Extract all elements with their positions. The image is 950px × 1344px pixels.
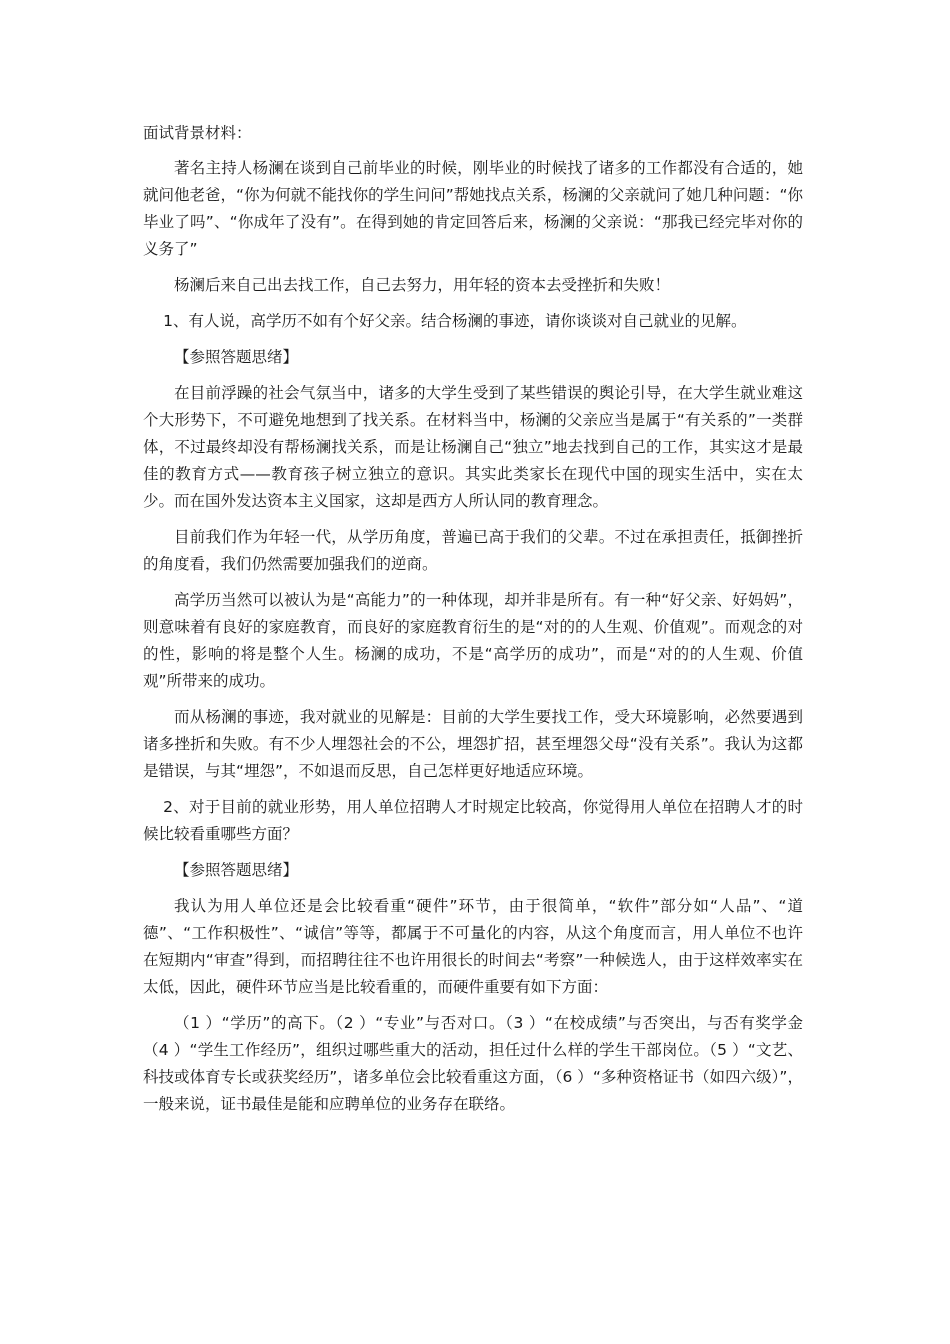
answer-paragraph: 而从杨澜的事迹，我对就业的见解是：目前的大学生要找工作，受大环境影响，必然要遇到诸多挫折和失败。有不少人埋怨社会的不公，埋怨扩招，甚至埋怨父母“没有关系”。我认为这都是错误，与其“埋怨”，不如退而反思，自己怎样更好地适应环境。 — [143, 708, 803, 780]
answer-list-paragraph: （1 ）“学历”的高下。（2 ）“专业”与否对口。（3 ）“在校成绩”与否突出，与否有奖学金（4 ）“学生工作经历”，组织过哪些重大的活动，担任过什么样的学生干部岗位。（5 ）“文艺、科技或体育专长或获奖经历”，诸多单位会比较看重这方面，（6 ）“多种资格证书（如四六级）”，一般来说，证书最佳是能和应聘单位的业务存在联络。 — [143, 1014, 803, 1113]
answer-paragraph: 高学历当然可以被认为是“高能力”的一种体现，却并非是所有。有一种“好父亲、好妈妈”，则意味着有良好的家庭教育，而良好的家庭教育衍生的是“对的的人生观、价值观”。而观念的对的性，影响的将是整个人生。杨澜的成功，不是“高学历的成功”，而是“对的的人生观、价值观”所带来的成功。 — [143, 591, 803, 690]
background-paragraph: 杨澜后来自己出去找工作，自己去努力，用年轻的资本去受挫折和失败！ — [174, 276, 671, 294]
answer-paragraph: 我认为用人单位还是会比较看重“硬件”环节，由于很简单，“软件”部分如“人品”、“道德”、“工作积极性”、“诚信”等等，都属于不可量化的内容，从这个角度而言，用人单位不也许在短期内“审查”得到，而招聘往往不也许用很长的时间去“考察”一种候选人，由于这样效率实在太低，因此，硬件环节应当是比较看重的，而硬件重要有如下方面： — [143, 897, 803, 996]
background-paragraph: 著名主持人杨澜在谈到自己前毕业的时候，刚毕业的时候找了诸多的工作都没有合适的，她就问他老爸，“你为何就不能找你的学生问问”帮她找点关系，杨澜的父亲就问了她几种问题：“你毕业了吗”、“你成年了没有”。在得到她的肯定回答后来，杨澜的父亲说：“那我已经完毕对你的义务了” — [143, 159, 803, 258]
question-1: 1、有人说，高学历不如有个好父亲。结合杨澜的事迹，请你谈谈对自己就业的见解。 — [163, 312, 747, 330]
answer-heading: 【参照答题思绪】 — [174, 348, 299, 366]
answer-heading: 【参照答题思绪】 — [174, 861, 299, 879]
question-2: 2、对于目前的就业形势，用人单位招聘人才时规定比较高，你觉得用人单位在招聘人才的时候比较看重哪些方面？ — [143, 798, 803, 843]
document-heading: 面试背景材料： — [143, 124, 252, 142]
document-page — [143, 120, 803, 1127]
answer-paragraph: 目前我们作为年轻一代，从学历角度，普遍已高于我们的父辈。不过在承担责任，抵御挫折的角度看，我们仍然需要加强我们的逆商。 — [143, 528, 803, 573]
answer-paragraph: 在目前浮躁的社会气氛当中，诸多的大学生受到了某些错误的舆论引导，在大学生就业难这个大形势下，不可避免地想到了找关系。在材料当中，杨澜的父亲应当是属于“有关系的”一类群体，不过最终却没有帮杨澜找关系，而是让杨澜自己“独立”地去找到自己的工作，其实这才是最佳的教育方式——教育孩子树立独立的意识。其实此类家长在现代中国的现实生活中，实在太少。而在国外发达资本主义国家，这却是西方人所认同的教育理念。 — [143, 384, 803, 510]
